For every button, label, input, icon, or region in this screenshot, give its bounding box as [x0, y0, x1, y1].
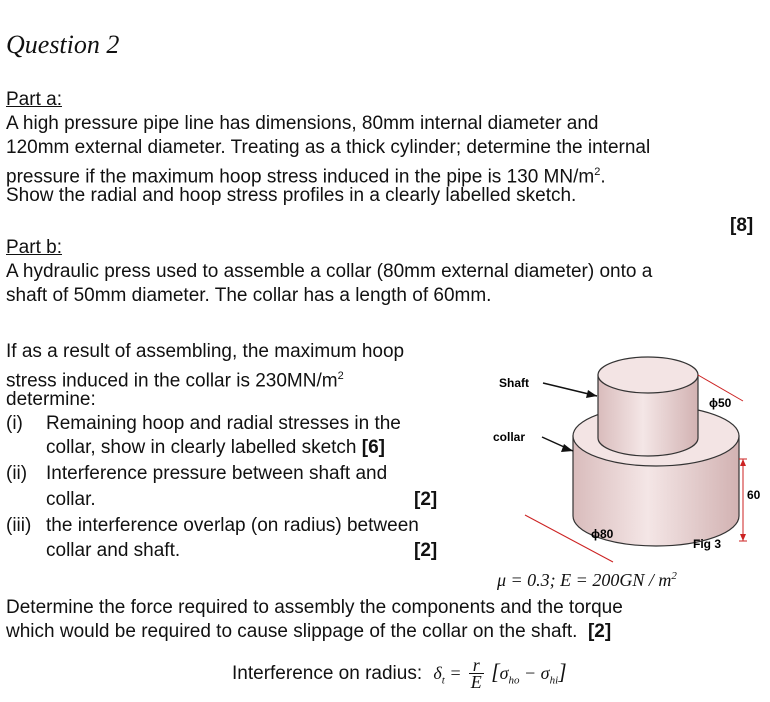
part-a-line-3: pressure if the maximum hoop stress induced in the pipe is 130 $MN/m^2$. — [6, 166, 606, 188]
collar-diameter-label: ϕ80 — [591, 527, 614, 541]
final-marks: [2] — [587, 621, 612, 642]
figure-caption: Fig 3 — [693, 537, 722, 551]
item-i-line-1: Remaining hoop and radial stresses in the — [46, 413, 401, 434]
part-a-marks: [8] — [730, 215, 754, 236]
item-i-number: (i) — [6, 413, 23, 434]
part-b-heading: Part b: — [6, 237, 62, 258]
item-i-line-2: collar, show in clearly labelled sketch [6] — [46, 437, 386, 458]
shaft-label: Shaft — [499, 376, 529, 390]
part-b-line-2: shaft of 50mm diameter. The collar has a length of 60mm. — [6, 285, 492, 306]
item-ii-line-1: Interference pressure between shaft and — [46, 463, 388, 484]
collar-label: collar — [493, 430, 526, 444]
length-label: 60 — [747, 488, 761, 502]
part-a-heading: Part a: — [6, 89, 62, 110]
item-iii-marks: [2] — [414, 540, 438, 561]
part-a-line-1: A high pressure pipe line has dimensions, 80mm internal diameter and — [6, 113, 599, 134]
item-iii-line-2: collar and shaft. — [46, 540, 181, 561]
final-line-1: Determine the force required to assembly the components and the torque — [6, 597, 623, 618]
interference-formula: Interference on radius: $\delta_t$ = $\frac{r}{E}$ $[\sigma_{ho} - \sigma_{hi}]$ — [232, 655, 567, 693]
item-ii-line-2: collar. — [46, 489, 96, 510]
part-a-line-4: Show the radial and hoop stress profiles in a clearly labelled sketch. — [6, 185, 577, 206]
shaft-cylinder — [598, 357, 698, 456]
material-properties: μ = 0.3; $E = 200GN / m^2$ — [497, 570, 677, 590]
item-ii-number: (ii) — [6, 463, 28, 484]
part-b-intro-2: stress induced in the collar is $230MN/m^2$ — [6, 370, 344, 392]
item-i-marks: [6] — [361, 437, 386, 458]
part-b-intro-3: determine: — [6, 389, 96, 410]
shaft-collar-figure — [485, 345, 770, 570]
item-iii-number: (iii) — [6, 515, 32, 536]
part-a-line-2: 120mm external diameter. Treating as a thick cylinder; determine the internal — [6, 137, 651, 158]
item-iii-line-1: the interference overlap (on radius) between — [46, 515, 419, 536]
part-b-line-1: A hydraulic press used to assemble a collar (80mm external diameter) onto a — [6, 261, 653, 282]
part-b-intro-1: If as a result of assembling, the maximum hoop — [6, 341, 405, 362]
item-ii-marks: [2] — [414, 489, 438, 510]
question-title: Question 2 — [6, 30, 120, 59]
shaft-diameter-label: ϕ50 — [709, 396, 732, 410]
formula-label: Interference on radius: — [232, 663, 423, 684]
final-line-2: which would be required to cause slippage of the collar on the shaft. [2] — [6, 621, 612, 642]
